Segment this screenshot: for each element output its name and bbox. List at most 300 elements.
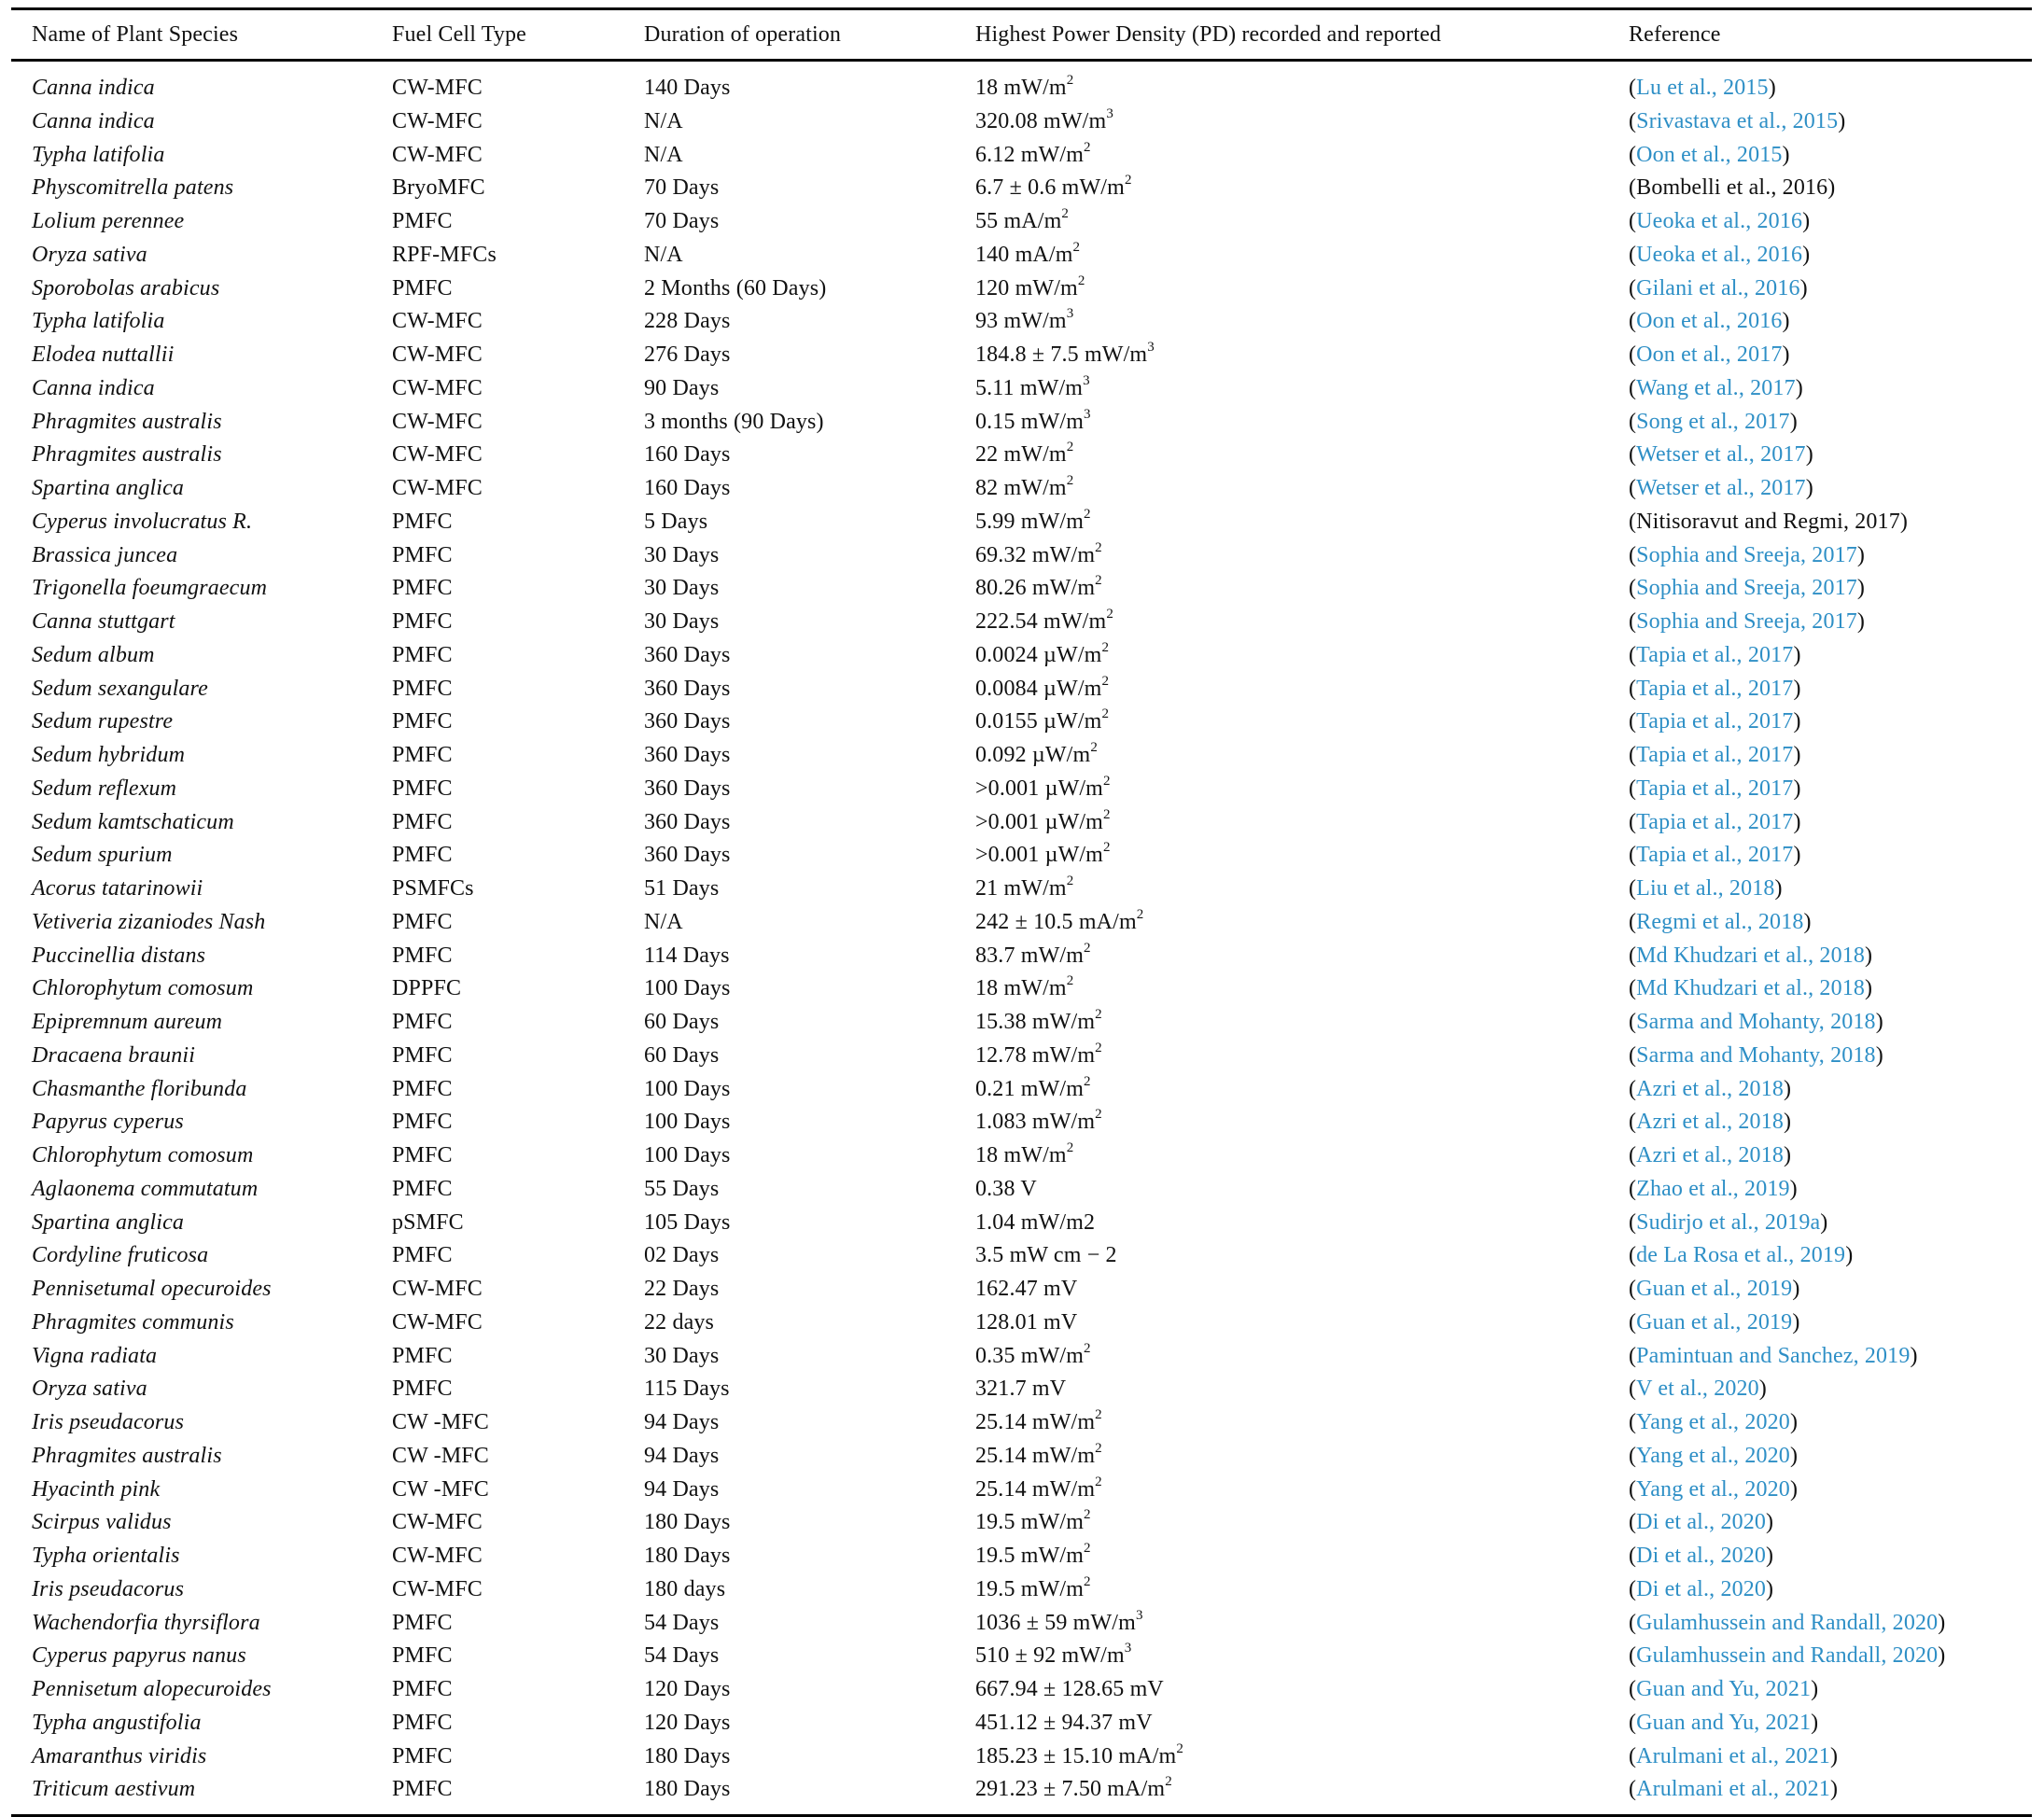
species-name: Sedum reflexum [32,776,177,801]
header-species: Name of Plant Species [32,22,239,47]
reference: (Guan et al., 2019) [1629,1309,1800,1335]
species-name: Typha angustifolia [32,1710,202,1735]
reference: (Tapia et al., 2017) [1629,676,1801,701]
fuel-cell-type: PSMFCs [392,876,474,901]
reference-link[interactable]: Tapia et al., 2017 [1636,642,1794,667]
fuel-cell-type: PMFC [392,275,453,301]
fuel-cell-type: CW-MFC [392,342,483,367]
reference-link[interactable]: Lu et al., 2015 [1636,76,1769,100]
power-density: 22 $mW/m^2$ [975,440,1074,468]
reference: (Ueoka et al., 2016) [1629,209,1811,233]
table-row [11,372,2032,406]
plant-mfc-table [11,7,2032,1817]
table-row [11,1239,2032,1273]
unit-exponent: 2 [1095,539,1102,555]
power-density: 1.083 $mW/m^2$ [975,1107,1102,1135]
reference: (Arulmani et al., 2021) [1629,1777,1839,1802]
reference-link[interactable]: Azri et al., 2018 [1636,1143,1784,1167]
duration: 360 Days [644,843,731,868]
power-density: 5.99 $mW/m^2$ [975,506,1091,534]
reference-link[interactable]: Sophia and Sreeja, 2017 [1636,542,1857,567]
reference-link[interactable]: Sudirjo et al., 2019a [1636,1209,1821,1235]
species-name: Typha latifolia [32,309,165,334]
duration: 94 Days [644,1443,720,1468]
reference: (Oon et al., 2016) [1629,309,1790,334]
unit-exponent: 3 [1147,340,1155,355]
duration: 115 Days [644,1377,730,1402]
table-row [11,305,2032,339]
power-density: 6.7 ± 0.6 $mW/m^2$ [975,173,1132,201]
reference-link[interactable]: Liu et al., 2018 [1636,876,1775,901]
species-name: Cyperus papyrus nanus [32,1643,246,1669]
reference-link[interactable]: Regmi et al., 2018 [1636,909,1804,934]
power-density: 140 $mA/m^2$ [975,239,1081,267]
species-name: Sedum rupestre [32,709,174,734]
fuel-cell-type: pSMFC [392,1209,464,1235]
species-name: Sporobolas arabicus [32,275,220,301]
unit-exponent: 2 [1136,906,1144,922]
reference: (Tapia et al., 2017) [1629,843,1801,868]
reference-link[interactable]: Tapia et al., 2017 [1636,709,1794,734]
unit-exponent: 2 [1101,673,1110,689]
reference: (Yang et al., 2020) [1629,1410,1799,1434]
reference-link[interactable]: Guan and Yu, 2021 [1636,1677,1812,1701]
unit-exponent: 2 [1077,273,1085,288]
table-row [11,1573,2032,1607]
reference-link[interactable]: Arulmani et al., 2021 [1636,1743,1830,1768]
table-row [11,972,2032,1006]
table-row [11,1474,2032,1507]
fuel-cell-type: PMFC [392,1343,453,1368]
power-density: 0.0155 $\mu W/m^2$ [975,706,1110,734]
power-density: 0.21 $mW/m^2$ [975,1073,1091,1101]
reference-link[interactable]: Tapia et al., 2017 [1636,776,1794,801]
reference: (Azri et al., 2018) [1629,1110,1792,1135]
power-density: 1.04 mW/m2 [975,1209,1096,1235]
fuel-cell-type: CW -MFC [392,1476,489,1502]
power-density: 184.8 ± 7.5 $mW/m^3$ [975,340,1155,367]
unit-exponent: 2 [1095,1007,1102,1022]
unit-exponent: 3 [1084,406,1091,422]
reference-link[interactable]: Yang et al., 2020 [1636,1410,1790,1434]
power-density: 25.14 $mW/m^2$ [975,1474,1102,1502]
power-density: 55 $mA/m^2$ [975,206,1070,233]
table-row [11,1340,2032,1374]
species-name: Chlorophytum comosum [32,1143,254,1167]
reference-link[interactable]: Song et al., 2017 [1636,409,1790,434]
reference-link[interactable]: Md Khudzari et al., 2018 [1636,943,1866,968]
species-name: Chlorophytum comosum [32,976,254,1001]
reference: (Srivastava et al., 2015) [1629,108,1846,133]
reference-link[interactable]: Sarma and Mohanty, 2018 [1636,1010,1876,1034]
table-row [11,873,2032,906]
reference: (Di et al., 2020) [1629,1544,1774,1568]
table-row [11,1406,2032,1440]
power-density: 12.78 $mW/m^2$ [975,1040,1102,1068]
species-name: Aglaonema commutatum [32,1176,259,1201]
power-density: 18 $mW/m^2$ [975,1140,1074,1167]
table-row [11,1673,2032,1707]
table-row [11,1139,2032,1173]
fuel-cell-type: PMFC [392,609,453,634]
duration: 51 Days [644,876,720,901]
fuel-cell-type: RPF-MFCs [392,242,497,267]
table-row [11,1607,2032,1641]
species-name: Phragmites australis [32,409,222,434]
power-density: 128.01 mV [975,1309,1078,1335]
reference-link[interactable]: Ueoka et al., 2016 [1636,209,1803,233]
fuel-cell-type: CW-MFC [392,309,483,334]
duration: 228 Days [644,309,731,334]
reference-link[interactable]: Ueoka et al., 2016 [1636,242,1803,267]
unit-exponent: 2 [1084,506,1091,522]
unit-exponent: 3 [1066,306,1074,322]
fuel-cell-type: PMFC [392,1076,453,1101]
duration: 105 Days [644,1209,731,1235]
table-row [11,1006,2032,1040]
reference-link[interactable]: Arulmani et al., 2021 [1636,1777,1830,1802]
table-row [11,1307,2032,1340]
fuel-cell-type: CW-MFC [392,1309,483,1335]
reference: (Sudirjo et al., 2019a) [1629,1209,1828,1235]
fuel-cell-type: PMFC [392,209,453,233]
table-row [11,406,2032,440]
reference: (Tapia et al., 2017) [1629,743,1801,767]
fuel-cell-type: PMFC [392,1610,453,1635]
species-name: Acorus tatarinowii [32,876,203,901]
fuel-cell-type: PMFC [392,1777,453,1802]
reference: (Gilani et al., 2016) [1629,275,1808,301]
unit-exponent: 2 [1084,1507,1091,1523]
power-density: 242 ± 10.5 $mA/m^2$ [975,906,1144,934]
header-power-density: Highest Power Density (PD) recorded and reported [975,22,1442,47]
unit-exponent: 2 [1072,239,1081,255]
reference-link[interactable]: Azri et al., 2018 [1636,1076,1784,1101]
reference: (Pamintuan and Sanchez, 2019) [1629,1343,1918,1368]
table-row [11,1073,2032,1107]
species-name: Cyperus involucratus R. [32,509,253,534]
reference: (Gulamhussein and Randall, 2020) [1629,1643,1946,1669]
reference-link[interactable]: V et al., 2020 [1636,1377,1759,1402]
reference-link[interactable]: Azri et al., 2018 [1636,1110,1784,1135]
reference-link[interactable]: Di et al., 2020 [1636,1576,1767,1601]
unit-exponent: 3 [1083,372,1090,388]
reference: (Regmi et al., 2018) [1629,909,1812,934]
reference-link[interactable]: Gulamhussein and Randall, 2020 [1636,1643,1939,1669]
reference: (de La Rosa et al., 2019) [1629,1243,1854,1268]
reference: (Guan et al., 2019) [1629,1277,1800,1301]
power-density: >0.001 $\mu W/m^2$ [975,773,1111,801]
species-name: Canna indica [32,76,155,100]
reference-link[interactable]: Oon et al., 2016 [1636,309,1783,334]
power-density: 82 $mW/m^2$ [975,473,1074,500]
table-row [11,1040,2032,1073]
reference: (Sophia and Sreeja, 2017) [1629,576,1866,601]
fuel-cell-type: PMFC [392,943,453,968]
reference: (Oon et al., 2015) [1629,142,1790,167]
unit-exponent: 2 [1106,607,1113,622]
reference-link[interactable]: Yang et al., 2020 [1636,1476,1790,1502]
reference: (Tapia et al., 2017) [1629,642,1801,667]
species-name: Phragmites australis [32,1443,222,1468]
power-density: 0.38 V [975,1176,1037,1201]
table-row [11,205,2032,239]
duration: 90 Days [644,375,720,400]
reference-link[interactable]: Yang et al., 2020 [1636,1443,1790,1468]
header-duration: Duration of operation [644,22,842,47]
species-name: Trigonella foeumgraecum [32,576,268,601]
reference: (Di et al., 2020) [1629,1576,1774,1601]
fuel-cell-type: CW -MFC [392,1443,489,1468]
reference-link[interactable]: Pamintuan and Sanchez, 2019 [1636,1343,1911,1368]
fuel-cell-type: PMFC [392,1143,453,1167]
duration: 180 days [644,1576,726,1601]
duration: 160 Days [644,476,731,500]
reference-link[interactable]: Oon et al., 2015 [1636,142,1783,167]
species-name: Typha latifolia [32,142,165,167]
species-name: Dracaena braunii [32,1042,196,1068]
duration: 100 Days [644,976,731,1001]
unit-exponent: 2 [1095,1107,1102,1123]
duration: 02 Days [644,1243,720,1268]
species-name: Physcomitrella patens [32,175,234,201]
species-name: Sedum album [32,642,155,667]
reference-link[interactable]: Guan and Yu, 2021 [1636,1710,1812,1735]
species-name: Elodea nuttallii [32,342,175,367]
table-row [11,1440,2032,1474]
unit-exponent: 2 [1165,1774,1172,1790]
power-density: 15.38 $mW/m^2$ [975,1007,1102,1034]
reference-link[interactable]: Sophia and Sreeja, 2017 [1636,609,1857,634]
species-name: Puccinellia distans [32,943,206,968]
power-density: 291.23 ± 7.50 $mA/m^2$ [975,1774,1172,1802]
reference-link[interactable]: Sarma and Mohanty, 2018 [1636,1042,1876,1068]
table-row [11,806,2032,840]
table-row [11,539,2032,573]
duration: 360 Days [644,809,731,834]
reference-link[interactable]: Wang et al., 2017 [1636,375,1796,400]
reference-link: Nitisoravut and Regmi, 2017 [1636,509,1900,534]
species-name: Brassica juncea [32,542,178,567]
power-density: >0.001 $\mu W/m^2$ [975,806,1111,834]
reference-link[interactable]: Tapia et al., 2017 [1636,743,1794,767]
power-density: 25.14 $mW/m^2$ [975,1407,1102,1434]
reference: (Sarma and Mohanty, 2018) [1629,1042,1883,1068]
table-row [11,1740,2032,1774]
species-name: Phragmites australis [32,442,222,468]
reference-link[interactable]: Srivastava et al., 2015 [1636,108,1839,133]
duration: 276 Days [644,342,731,367]
fuel-cell-type: PMFC [392,743,453,767]
reference: (Arulmani et al., 2021) [1629,1743,1839,1768]
species-name: Iris pseudacorus [32,1410,185,1434]
unit-exponent: 3 [1106,105,1113,121]
reference: (Zhao et al., 2019) [1629,1176,1798,1201]
table-row [11,339,2032,372]
reference-link[interactable]: Gilani et al., 2016 [1636,275,1800,301]
unit-exponent: 2 [1066,973,1074,989]
reference-link[interactable]: Guan et al., 2019 [1636,1277,1793,1301]
duration: 60 Days [644,1042,720,1068]
power-density: 6.12 $mW/m^2$ [975,139,1091,167]
power-density: 3.5 mW cm − 2 [975,1243,1117,1268]
reference: (Tapia et al., 2017) [1629,709,1801,734]
power-density: 80.26 $mW/m^2$ [975,573,1102,601]
reference: (Bombelli et al., 2016) [1629,175,1836,201]
fuel-cell-type: CW-MFC [392,142,483,167]
power-density: 510 ± 92 $mW/m^3$ [975,1641,1132,1669]
duration: 180 Days [644,1777,731,1802]
duration: 100 Days [644,1110,731,1135]
table-row [11,773,2032,806]
species-name: Typha orientalis [32,1544,180,1568]
fuel-cell-type: PMFC [392,542,453,567]
power-density: 83.7 $mW/m^2$ [975,940,1091,968]
reference-link[interactable]: Di et al., 2020 [1636,1544,1767,1568]
table-row [11,1207,2032,1240]
fuel-cell-type: PMFC [392,1710,453,1735]
power-density: 69.32 $mW/m^2$ [975,539,1102,567]
species-name: Spartina anglica [32,1209,185,1235]
reference-link[interactable]: Wetser et al., 2017 [1636,476,1806,500]
table-row [11,239,2032,273]
duration: 94 Days [644,1410,720,1434]
species-name: Oryza sativa [32,1377,147,1402]
reference-link[interactable]: Tapia et al., 2017 [1636,809,1794,834]
species-name: Iris pseudacorus [32,1576,185,1601]
species-name: Canna indica [32,375,155,400]
fuel-cell-type: PMFC [392,676,453,701]
power-density: 222.54 $mW/m^2$ [975,607,1113,634]
reference-link[interactable]: Tapia et al., 2017 [1636,843,1794,868]
table-row [11,1707,2032,1740]
reference: (Lu et al., 2015) [1629,76,1776,100]
unit-exponent: 2 [1103,773,1111,789]
table-row [11,139,2032,173]
duration: 54 Days [644,1610,720,1635]
power-density: 0.0024 $\mu W/m^2$ [975,639,1110,667]
fuel-cell-type: PMFC [392,709,453,734]
fuel-cell-type: PMFC [392,1110,453,1135]
power-density: 451.12 ± 94.37 mV [975,1710,1153,1735]
power-density: 19.5 $mW/m^2$ [975,1573,1091,1601]
reference: (Sophia and Sreeja, 2017) [1629,542,1866,567]
species-name: Pennisetumal opecuroides [32,1277,272,1301]
reference-link[interactable]: Md Khudzari et al., 2018 [1636,976,1866,1001]
duration: 30 Days [644,542,720,567]
fuel-cell-type: CW-MFC [392,1544,483,1568]
reference: (Wang et al., 2017) [1629,375,1803,400]
table-row [11,105,2032,139]
unit-exponent: 2 [1084,139,1091,155]
duration: 120 Days [644,1710,731,1735]
table-row [11,1173,2032,1207]
table-row [11,273,2032,306]
reference: (Wetser et al., 2017) [1629,476,1813,500]
table-row [11,839,2032,873]
fuel-cell-type: CW-MFC [392,476,483,500]
species-name: Vigna radiata [32,1343,158,1368]
duration: 30 Days [644,576,720,601]
reference: (Tapia et al., 2017) [1629,776,1801,801]
duration: 360 Days [644,776,731,801]
reference-link[interactable]: Wetser et al., 2017 [1636,442,1806,468]
duration: 22 days [644,1309,715,1335]
fuel-cell-type: PMFC [392,1176,453,1201]
reference: (Oon et al., 2017) [1629,342,1790,367]
reference-link: Bombelli et al., 2016 [1636,175,1828,201]
reference-link[interactable]: Sophia and Sreeja, 2017 [1636,576,1857,601]
reference-link[interactable]: Gulamhussein and Randall, 2020 [1636,1610,1939,1635]
power-density: 18 $mW/m^2$ [975,73,1074,100]
duration: 180 Days [644,1544,731,1568]
power-density: 93 $mW/m^3$ [975,306,1074,334]
duration: 70 Days [644,175,720,201]
reference: (V et al., 2020) [1629,1377,1767,1402]
fuel-cell-type: PMFC [392,509,453,534]
unit-exponent: 2 [1061,206,1070,221]
duration: 360 Days [644,743,731,767]
duration: 94 Days [644,1476,720,1502]
reference-link[interactable]: Guan et al., 2019 [1636,1309,1793,1335]
power-density: 667.94 ± 128.65 mV [975,1677,1164,1701]
reference: (Di et al., 2020) [1629,1510,1774,1535]
table-row [11,72,2032,105]
unit-exponent: 2 [1066,440,1074,455]
unit-exponent: 2 [1101,706,1110,722]
species-name: Amaranthus viridis [32,1743,207,1768]
unit-exponent: 2 [1101,639,1110,655]
power-density: 25.14 $mW/m^2$ [975,1440,1102,1468]
fuel-cell-type: PMFC [392,1643,453,1669]
reference-link[interactable]: Di et al., 2020 [1636,1510,1767,1535]
power-density: 321.7 mV [975,1377,1067,1402]
unit-exponent: 2 [1084,1340,1091,1356]
species-name: Sedum sexangulare [32,676,208,701]
fuel-cell-type: CW-MFC [392,108,483,133]
power-density: 19.5 $mW/m^2$ [975,1507,1091,1535]
duration: 2 Months (60 Days) [644,275,827,301]
reference-link[interactable]: Zhao et al., 2019 [1636,1176,1790,1201]
power-density: 0.15 $mW/m^3$ [975,406,1091,434]
reference: (Yang et al., 2020) [1629,1443,1799,1468]
duration: 180 Days [644,1510,731,1535]
fuel-cell-type: DPPFC [392,976,462,1001]
unit-exponent: 2 [1095,573,1102,589]
fuel-cell-type: PMFC [392,1010,453,1034]
unit-exponent: 2 [1095,1040,1102,1055]
species-name: Lolium perennee [32,209,185,233]
reference: (Ueoka et al., 2016) [1629,242,1811,267]
reference-link[interactable]: de La Rosa et al., 2019 [1636,1243,1846,1268]
table-row [11,1273,2032,1307]
unit-exponent: 2 [1095,1474,1102,1489]
reference-link[interactable]: Tapia et al., 2017 [1636,676,1794,701]
species-name: Epipremnum aureum [32,1010,223,1034]
unit-exponent: 2 [1084,1541,1091,1556]
reference: (Liu et al., 2018) [1629,876,1783,901]
power-density: 0.0084 $\mu W/m^2$ [975,673,1110,701]
fuel-cell-type: BryoMFC [392,175,485,201]
reference-link[interactable]: Oon et al., 2017 [1636,342,1783,367]
duration: 30 Days [644,609,720,634]
unit-exponent: 2 [1066,1140,1074,1155]
table-row [11,1373,2032,1406]
unit-exponent: 2 [1090,740,1098,755]
duration: N/A [644,108,683,133]
duration: 55 Days [644,1176,720,1201]
power-density: 0.35 $mW/m^2$ [975,1340,1091,1368]
